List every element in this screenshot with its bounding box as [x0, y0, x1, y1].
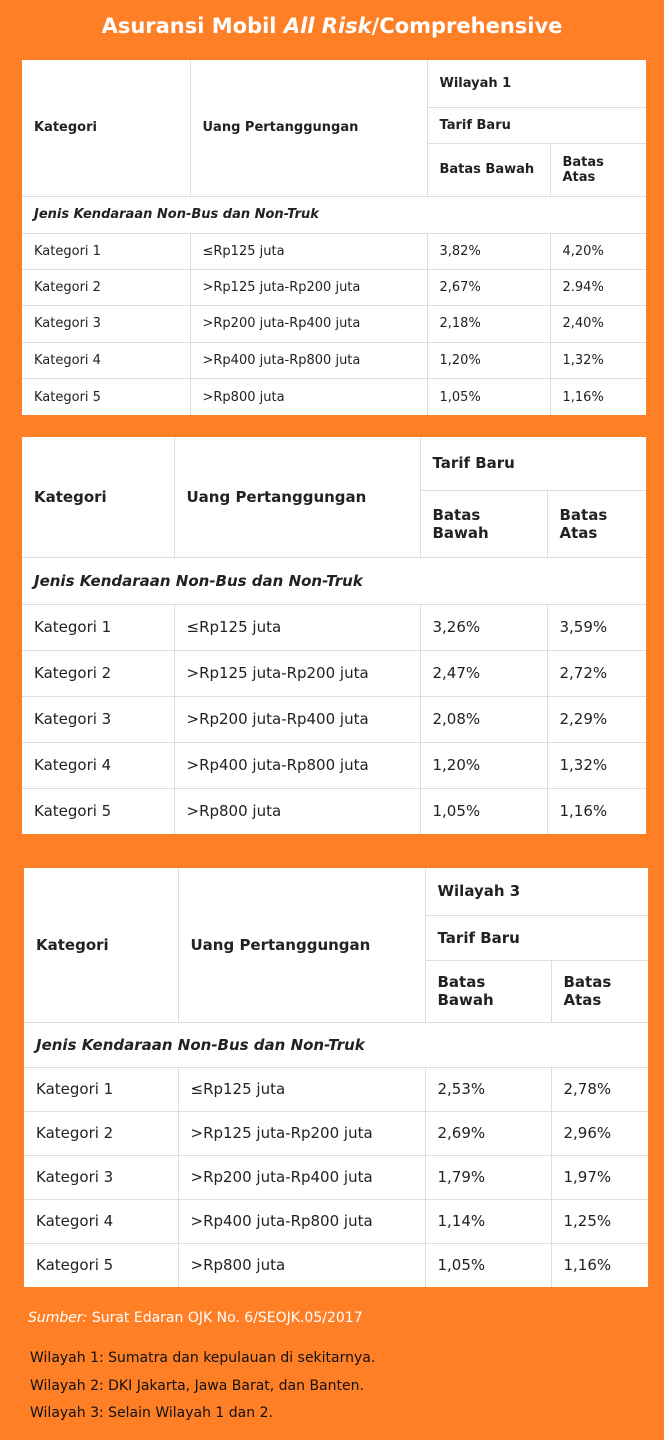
cell-batas-atas: 2,96% [551, 1111, 648, 1155]
cell-kategori: Kategori 1 [22, 233, 190, 269]
cell-uang-pertanggungan: >Rp400 juta-Rp800 juta [190, 342, 427, 378]
section-heading: Jenis Kendaraan Non-Bus dan Non-Truk [22, 557, 646, 604]
header-region: Wilayah 1 [427, 60, 646, 107]
cell-uang-pertanggungan: ≤Rp125 juta [190, 233, 427, 269]
infographic-title [0, 14, 664, 38]
cell-uang-pertanggungan: >Rp200 juta-Rp400 juta [174, 696, 420, 742]
cell-batas-bawah: 2,08% [420, 696, 547, 742]
cell-kategori: Kategori 2 [22, 269, 190, 305]
header-uang-pertanggungan: Uang Pertanggungan [190, 60, 427, 196]
cell-batas-atas: 1,97% [551, 1155, 648, 1199]
title-text: Asuransi Mobil [101, 14, 284, 38]
cell-batas-bawah: 3,82% [427, 233, 550, 269]
header-uang-pertanggungan: Uang Pertanggungan [178, 868, 425, 1022]
table-row [24, 1111, 648, 1155]
header-uang-pertanggungan: Uang Pertanggungan [174, 437, 420, 557]
region-note: Wilayah 2: DKI Jakarta, Jawa Barat, dan Banten. [30, 1378, 364, 1394]
cell-batas-atas: 2,72% [547, 650, 646, 696]
header-kategori: Kategori [24, 868, 178, 1022]
cell-batas-atas: 2,78% [551, 1067, 648, 1111]
tariff-table [22, 60, 646, 415]
cell-uang-pertanggungan: >Rp800 juta [174, 788, 420, 834]
table-row [22, 696, 646, 742]
header-batas-bawah: Batas Bawah [425, 960, 551, 1022]
cell-kategori: Kategori 1 [24, 1067, 178, 1111]
cell-batas-bawah: 2,67% [427, 269, 550, 305]
tariff-table [22, 437, 646, 834]
header-tarif-baru: Tarif Baru [427, 107, 646, 143]
table-row [22, 604, 646, 650]
header-kategori: Kategori [22, 60, 190, 196]
header-batas-atas: Batas Atas [550, 143, 646, 196]
cell-uang-pertanggungan: ≤Rp125 juta [178, 1067, 425, 1111]
table-row [22, 379, 646, 415]
cell-kategori: Kategori 4 [22, 742, 174, 788]
table-row [22, 342, 646, 378]
cell-batas-atas: 1,16% [551, 1243, 648, 1287]
header-batas-atas: Batas Atas [551, 960, 648, 1022]
cell-kategori: Kategori 3 [24, 1155, 178, 1199]
cell-batas-atas: 2,29% [547, 696, 646, 742]
cell-batas-atas: 1,16% [547, 788, 646, 834]
header-kategori: Kategori [22, 437, 174, 557]
cell-batas-bawah: 2,53% [425, 1067, 551, 1111]
cell-batas-bawah: 1,79% [425, 1155, 551, 1199]
header-batas-bawah: Batas Bawah [427, 143, 550, 196]
table-row [24, 1243, 648, 1287]
cell-batas-atas: 3,59% [547, 604, 646, 650]
cell-uang-pertanggungan: >Rp125 juta-Rp200 juta [174, 650, 420, 696]
title-suffix: /Comprehensive [371, 14, 563, 38]
cell-uang-pertanggungan: >Rp800 juta [178, 1243, 425, 1287]
cell-batas-bawah: 3,26% [420, 604, 547, 650]
region-note: Wilayah 1: Sumatra dan kepulauan di sekitarnya. [30, 1350, 376, 1366]
cell-kategori: Kategori 4 [22, 342, 190, 378]
cell-batas-bawah: 2,18% [427, 306, 550, 342]
cell-batas-bawah: 1,14% [425, 1199, 551, 1243]
header-tarif-baru: Tarif Baru [425, 915, 648, 960]
header-tarif-baru: Tarif Baru [420, 437, 646, 490]
cell-uang-pertanggungan: >Rp125 juta-Rp200 juta [178, 1111, 425, 1155]
cell-batas-bawah: 1,20% [420, 742, 547, 788]
cell-batas-bawah: 2,47% [420, 650, 547, 696]
cell-batas-atas: 1,32% [547, 742, 646, 788]
region-note: Wilayah 3: Selain Wilayah 1 dan 2. [30, 1405, 273, 1421]
cell-kategori: Kategori 5 [22, 379, 190, 415]
cell-batas-bawah: 1,20% [427, 342, 550, 378]
section-heading: Jenis Kendaraan Non-Bus dan Non-Truk [22, 196, 646, 233]
cell-uang-pertanggungan: >Rp200 juta-Rp400 juta [178, 1155, 425, 1199]
cell-kategori: Kategori 4 [24, 1199, 178, 1243]
cell-batas-atas: 2.94% [550, 269, 646, 305]
cell-kategori: Kategori 5 [22, 788, 174, 834]
cell-uang-pertanggungan: >Rp125 juta-Rp200 juta [190, 269, 427, 305]
table-row [24, 1199, 648, 1243]
section-heading: Jenis Kendaraan Non-Bus dan Non-Truk [24, 1022, 648, 1067]
cell-kategori: Kategori 3 [22, 696, 174, 742]
cell-uang-pertanggungan: >Rp400 juta-Rp800 juta [174, 742, 420, 788]
header-batas-atas: Batas Atas [547, 490, 646, 557]
tariff-table [24, 868, 648, 1287]
cell-batas-bawah: 1,05% [425, 1243, 551, 1287]
cell-uang-pertanggungan: ≤Rp125 juta [174, 604, 420, 650]
table-row [24, 1067, 648, 1111]
cell-batas-atas: 4,20% [550, 233, 646, 269]
cell-kategori: Kategori 3 [22, 306, 190, 342]
cell-kategori: Kategori 2 [24, 1111, 178, 1155]
cell-uang-pertanggungan: >Rp200 juta-Rp400 juta [190, 306, 427, 342]
cell-batas-bawah: 1,05% [420, 788, 547, 834]
header-batas-bawah: Batas Bawah [420, 490, 547, 557]
table-row [22, 306, 646, 342]
cell-batas-atas: 1,25% [551, 1199, 648, 1243]
cell-batas-bawah: 1,05% [427, 379, 550, 415]
cell-batas-atas: 1,16% [550, 379, 646, 415]
table-row [22, 742, 646, 788]
cell-batas-atas: 2,40% [550, 306, 646, 342]
cell-kategori: Kategori 2 [22, 650, 174, 696]
table-row [22, 269, 646, 305]
header-region: Wilayah 3 [425, 868, 648, 915]
cell-kategori: Kategori 1 [22, 604, 174, 650]
cell-batas-atas: 1,32% [550, 342, 646, 378]
table-row [22, 650, 646, 696]
cell-uang-pertanggungan: >Rp400 juta-Rp800 juta [178, 1199, 425, 1243]
title-italic: All Risk [283, 14, 372, 38]
cell-kategori: Kategori 5 [24, 1243, 178, 1287]
table-row [24, 1155, 648, 1199]
source-label: Sumber: [28, 1310, 88, 1326]
source-note [28, 1310, 363, 1326]
cell-uang-pertanggungan: >Rp800 juta [190, 379, 427, 415]
table-row [22, 788, 646, 834]
table-row [22, 233, 646, 269]
source-text: Surat Edaran OJK No. 6/SEOJK.05/2017 [87, 1310, 363, 1326]
cell-batas-bawah: 2,69% [425, 1111, 551, 1155]
